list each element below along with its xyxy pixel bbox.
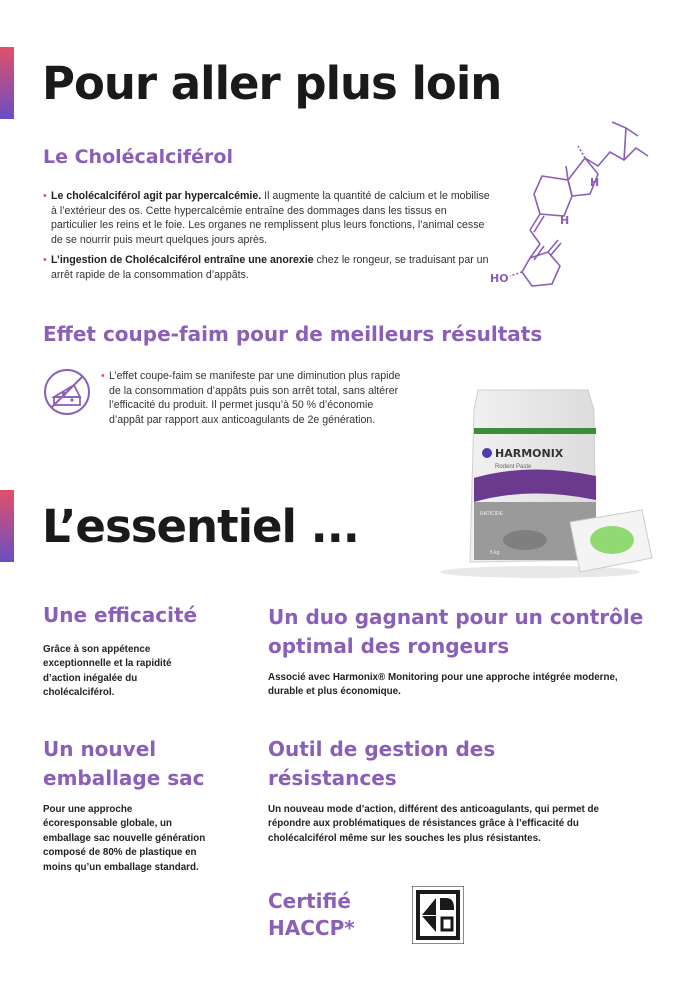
outil-heading: Outil de gestion des résistances	[268, 737, 496, 790]
product-weight: 5 kg	[490, 550, 500, 556]
efficacite-heading: Une efficacité	[43, 603, 198, 627]
harmonix-product-bag-image	[430, 380, 660, 580]
accent-bar-middle	[0, 490, 14, 562]
product-subline: RATICIDE	[480, 511, 503, 517]
cholecalciferol-molecule-diagram	[490, 118, 660, 293]
essentiel-title: L’essentiel ...	[42, 500, 359, 553]
cholecalciferol-description	[43, 189, 493, 289]
haccp-certification-logo	[412, 886, 464, 944]
molecule-h-label-middle: H	[560, 214, 570, 227]
no-cheese-icon	[42, 367, 92, 417]
certifie-heading: Certifié HACCP*	[268, 889, 355, 940]
molecule-ho-label: HO	[490, 272, 509, 285]
duo-text: Associé avec Harmonix® Monitoring pour une approche intégrée moderne, durable et plus économique.	[268, 672, 618, 698]
product-brand-label: HARMONIX	[495, 447, 564, 460]
cholecalciferol-heading: Le Cholécalciférol	[43, 146, 233, 168]
coupe-faim-heading: Effet coupe-faim pour de meilleurs résultats	[43, 322, 543, 346]
duo-heading: Un duo gagnant pour un contrôle optimal des rongeurs	[268, 605, 644, 658]
bullet-coupe-faim: • L’effet coupe-faim se manifeste par une diminution plus rapide de la consommation d’appâts puis son arrêt total, sans altérer l’efficacité du produit. Il permet jusqu’à 50 % d’économie d’appât par rapport aux anticoagulants de 2e génération.	[101, 369, 401, 427]
emballage-heading: Un nouvel emballage sac	[43, 737, 205, 790]
accent-bar-top	[0, 47, 14, 119]
coupe-faim-description	[101, 369, 401, 433]
outil-text: Un nouveau mode d’action, différent des anticoagulants, qui permet de répondre aux problématiques de résistances grâce à l’efficacité du cholécalciférol même sur les souches les plus résistantes.	[268, 804, 599, 844]
emballage-text: Pour une approche écoresponsable globale, un emballage sac nouvelle génération composé de 80% de plastique en moins qu’un emballage standard.	[43, 804, 206, 873]
bullet-anorexie: • L’ingestion de Cholécalciférol entraîne une anorexie chez le rongeur, se traduisant par un arrêt rapide de la consommation d’appâts.	[43, 253, 493, 282]
efficacite-text: Grâce à son appétence exceptionnelle et la rapidité d’action inégalée du cholécalciférol.	[43, 644, 172, 699]
page-title: Pour aller plus loin	[42, 57, 502, 110]
product-tagline: Rodent Paste	[495, 464, 532, 470]
bullet-hypercalcemie: • Le cholécalciférol agit par hypercalcémie. Il augmente la quantité de calcium et le mobilise à l’extérieur des os. Cette hypercalcémie entraîne des dommages dans les tissus en particulier les reins et le foie. Les organes ne remplissent plus leurs fonctions, l’animal cesse de se nourrir puis meurt quelques jours après.	[43, 189, 493, 247]
molecule-h-label-top: H	[590, 176, 600, 189]
